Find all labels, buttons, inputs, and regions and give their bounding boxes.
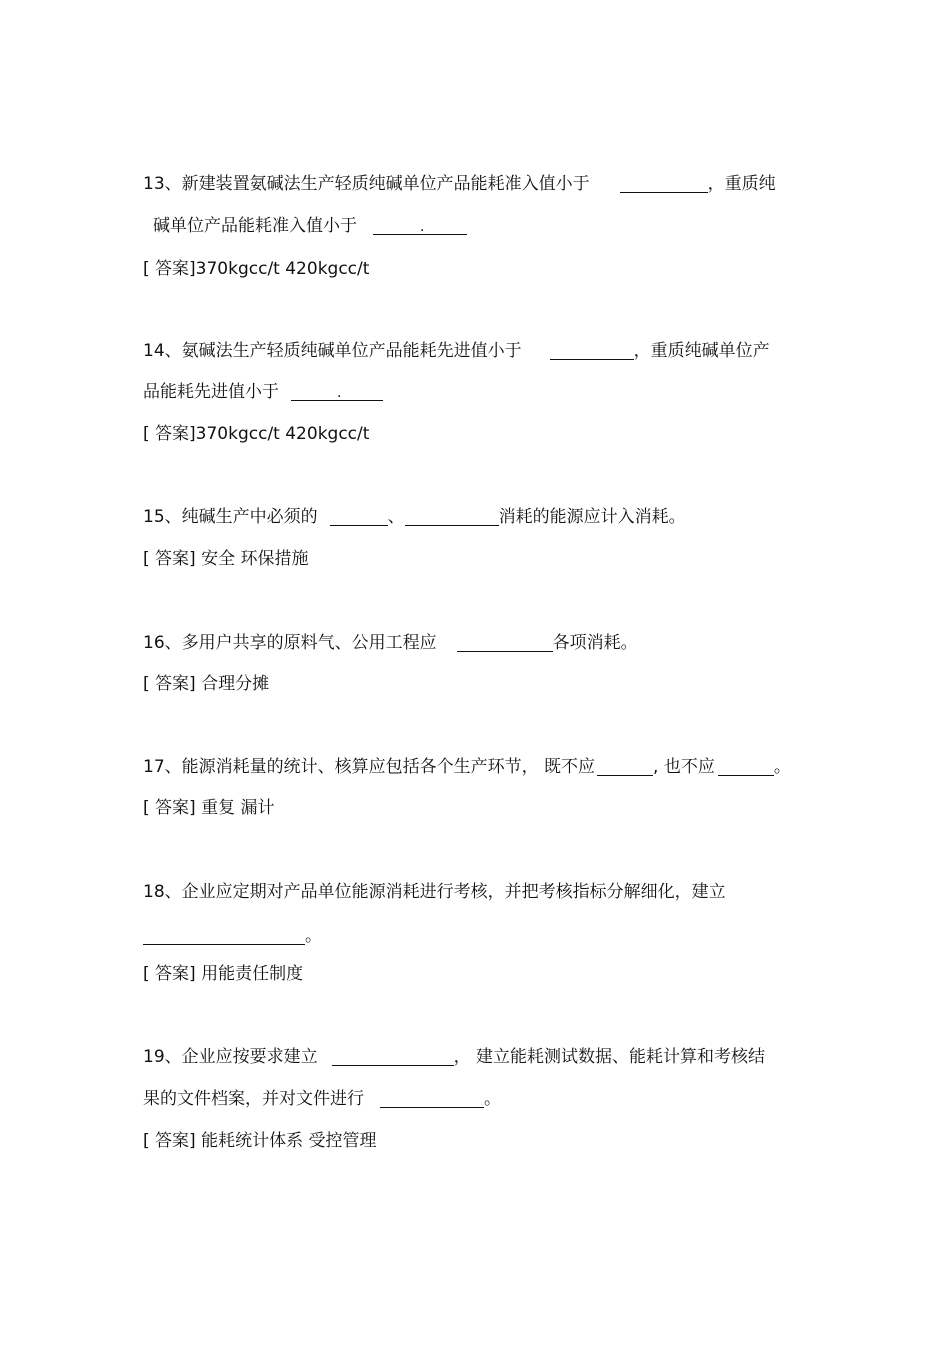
question-19-text-line2: 果的文件档案，并对文件进行	[143, 1089, 364, 1109]
answer-blank	[718, 759, 774, 776]
question-14-line-2	[143, 381, 383, 403]
answer-blank	[597, 759, 653, 776]
question-14-text-cont: ，重质纯碱单位产	[633, 341, 770, 361]
question-19-line-1	[143, 1046, 765, 1068]
answer-blank	[550, 343, 634, 360]
question-19-text-cont: ， 建立能耗测试数据、能耗计算和考核结	[453, 1047, 766, 1067]
answer-19: [ 答案] 能耗统计体系 受控管理	[143, 1131, 377, 1151]
question-17-text: 17、能源消耗量的统计、核算应包括各个生产环节， 既不应	[143, 757, 596, 777]
answer-blank	[330, 509, 388, 526]
answer-18: [ 答案] 用能责任制度	[143, 964, 304, 984]
question-18-text-end: 。	[305, 926, 322, 946]
answer-15: [ 答案] 安全 环保措施	[143, 549, 309, 569]
blank-dot: .	[420, 219, 425, 235]
answer-14: [ 答案]370kgcc/t 420kgcc/t	[143, 424, 370, 444]
question-16-text-cont: 各项消耗。	[552, 633, 638, 653]
question-13-text-cont: ，重质纯	[707, 174, 776, 194]
answer-blank	[457, 635, 553, 652]
question-13-text: 13、新建装置氨碱法生产轻质纯碱单位产品能耗准入值小于	[143, 174, 590, 194]
answer-16: [ 答案] 合理分摊	[143, 674, 270, 694]
question-15-line-1	[143, 506, 686, 528]
question-14-text: 14、氨碱法生产轻质纯碱单位产品能耗先进值小于	[143, 341, 522, 361]
answer-blank	[380, 1091, 484, 1108]
question-13-text-line2: 碱单位产品能耗准入值小于	[153, 216, 357, 236]
answer-13: [ 答案]370kgcc/t 420kgcc/t	[143, 259, 370, 279]
answer-blank	[405, 509, 499, 526]
answer-blank	[332, 1049, 454, 1066]
question-15-separator: 、	[387, 507, 405, 527]
question-18-line-1	[143, 881, 726, 903]
answer-blank	[620, 176, 708, 193]
question-17-line-1	[143, 756, 791, 778]
question-17-text-mid: , 也不应	[653, 757, 715, 777]
question-18-line-2	[143, 925, 322, 947]
question-19-line-2	[143, 1088, 501, 1110]
answer-blank	[143, 928, 305, 945]
question-15-text-cont: 消耗的能源应计入消耗。	[498, 507, 686, 527]
question-18-text: 18、企业应定期对产品单位能源消耗进行考核，并把考核指标分解细化，建立	[143, 882, 726, 902]
question-13-line-2	[153, 215, 467, 237]
question-17-text-end: 。	[773, 757, 791, 777]
blank-dot: .	[337, 385, 342, 401]
question-14-text-line2: 品能耗先进值小于	[143, 382, 279, 402]
question-16-line-1	[143, 632, 638, 654]
question-19-text-end: 。	[484, 1089, 501, 1109]
answer-blank	[373, 218, 467, 235]
question-13-line-1	[143, 173, 776, 195]
question-19-text: 19、企业应按要求建立	[143, 1047, 318, 1067]
answer-17: [ 答案] 重复 漏计	[143, 798, 275, 818]
question-15-text: 15、纯碱生产中必须的	[143, 507, 318, 527]
answer-blank	[291, 384, 383, 401]
question-16-text: 16、多用户共享的原料气、公用工程应	[143, 633, 437, 653]
question-14-line-1	[143, 340, 770, 362]
